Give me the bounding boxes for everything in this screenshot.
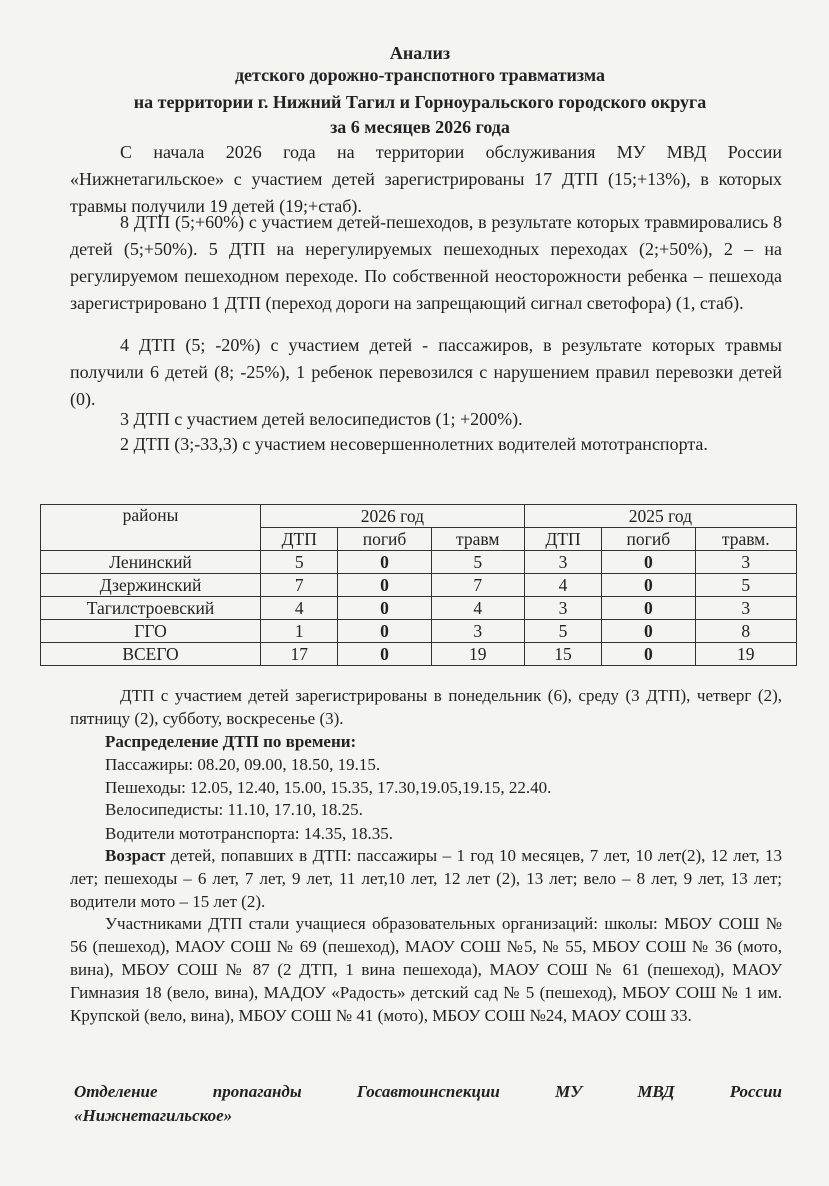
time-line-cyclists: Велосипедисты: 11.10, 17.10, 18.25. — [105, 800, 363, 819]
region-cell: ГГО — [41, 620, 261, 643]
table-cell: 0 — [338, 597, 431, 620]
subheader-cell: ДТП — [261, 528, 338, 551]
footer-line-1: Отделение пропаганды Госавтоинспекции МУ МВД России — [74, 1082, 782, 1101]
paragraph-total: С начала 2026 года на территории обслуживания МУ МВД России «Нижнетагильское» с участием детей зарегистрированы 17 ДТП (15;+13%), в которых травмы получили 19 детей (19;+стаб). — [70, 142, 782, 216]
table-cell: 1 — [261, 620, 338, 643]
table-cell: 4 — [261, 597, 338, 620]
paragraph-pedestrians: 8 ДТП (5;+60%) с участием детей-пешеходов, в результате которых травмировались 8 детей (5;+50%). 5 ДТП на нерегулируемых пешеходных переходах (2;+50%), 2 – на регулируемом пешеходном переходе. По собственной неосторожности ребенка – пешехода зарегистрировано 1 ДТП (переход дороги на запрещающий сигнал светофора) (1, стаб). — [70, 212, 782, 313]
age-label: Возраст — [105, 846, 166, 865]
table-cell: 19 — [695, 643, 797, 666]
time-line-moto: Водители мототранспорта: 14.35, 18.35. — [105, 824, 394, 843]
paragraph-passengers: 4 ДТП (5; -20%) с участием детей - пассажиров, в результате которых травмы получили 6 детей (8; -25%), 1 ребенок перевозился с нарушением правил перевозки детей (0). — [70, 335, 782, 409]
table-row — [41, 597, 797, 620]
table-row — [41, 620, 797, 643]
doc-title: Анализ — [389, 43, 451, 63]
footer-signature — [74, 1080, 782, 1128]
subheader-cell: травм. — [695, 528, 797, 551]
region-cell: Тагилстроевский — [41, 597, 261, 620]
table-cell: 4 — [431, 597, 524, 620]
time-line-pedestrians: Пешеходы: 12.05, 12.40, 15.00, 15.35, 17.30,19.05,19.15, 22.40. — [105, 778, 552, 797]
table-cell: 7 — [261, 574, 338, 597]
table-cell: 0 — [338, 574, 431, 597]
subheader-cell: погиб — [338, 528, 431, 551]
table-cell: 0 — [602, 643, 695, 666]
subheader-cell: травм — [431, 528, 524, 551]
footer-line-2: «Нижнетагильское» — [74, 1106, 233, 1125]
table-cell: 19 — [431, 643, 524, 666]
table-cell: 5 — [431, 551, 524, 574]
table-row — [41, 551, 797, 574]
table-cell: 4 — [524, 574, 601, 597]
doc-subtitle-3: за 6 месяцев 2026 года — [330, 117, 510, 137]
time-heading: Распределение ДТП по времени: — [105, 732, 357, 751]
header-2025: 2025 год — [524, 505, 796, 528]
table-cell: 3 — [524, 551, 601, 574]
table-cell: 5 — [695, 574, 797, 597]
table-cell: 0 — [602, 597, 695, 620]
table-cell: 0 — [602, 620, 695, 643]
schools-paragraph: Участниками ДТП стали учащиеся образовательных организаций: школы: МБОУ СОШ № 56 (пешеход), МАОУ СОШ № 69 (пешеход), МАОУ СОШ №5, № 55, МБОУ СОШ № 36 (мото, вина), МБОУ СОШ № 87 (2 ДТП, 1 вина пешехода), МАОУ СОШ № 61 (пешеход), МАОУ Гимназия 18 (вело, вина), МАДОУ «Радость» детский сад № 5 (пешеход), МБОУ СОШ № 1 им. Крупской (вело, вина), МБОУ СОШ № 41 (мото), МБОУ СОШ №24, МАОУ СОШ 33. — [70, 914, 782, 1025]
table-cell: 0 — [338, 643, 431, 666]
table-cell: 0 — [602, 574, 695, 597]
subheader-cell: погиб — [602, 528, 695, 551]
table-cell: 3 — [695, 551, 797, 574]
stats-table — [40, 504, 797, 666]
age-text: детей, попавших в ДТП: пассажиры – 1 год 10 месяцев, 7 лет, 10 лет(2), 12 лет, 13 лет; пешеходы – 6 лет, 7 лет, 9 лет, 11 лет,10 лет, 12 лет (2), 13 лет; вело – 8 лет, 9 лет, 13 лет; водители мото – 15 лет (2). — [70, 846, 782, 911]
time-line-passengers: Пассажиры: 08.20, 09.00, 18.50, 19.15. — [105, 755, 381, 774]
table-cell: 0 — [338, 620, 431, 643]
paragraph-moto: 2 ДТП (3;-33,3) с участием несовершеннолетних водителей мототранспорта. — [120, 434, 708, 454]
table-row — [41, 574, 797, 597]
table-cell: 3 — [695, 597, 797, 620]
table-cell: 7 — [431, 574, 524, 597]
table-header-row — [41, 505, 797, 528]
doc-subtitle-1: детского дорожно-транспотного травматизма — [234, 65, 606, 85]
region-cell: Дзержинский — [41, 574, 261, 597]
table-row-total — [41, 643, 797, 666]
table-cell: 5 — [261, 551, 338, 574]
table-cell: 3 — [431, 620, 524, 643]
region-cell: ВСЕГО — [41, 643, 261, 666]
table-cell: 8 — [695, 620, 797, 643]
header-2026: 2026 год — [261, 505, 525, 528]
weekdays-paragraph: ДТП с участием детей зарегистрированы в понедельник (6), среду (3 ДТП), четверг (2), пятницу (2), субботу, воскресенье (3). — [70, 686, 782, 728]
table-cell: 0 — [602, 551, 695, 574]
table-cell: 5 — [524, 620, 601, 643]
table-cell: 17 — [261, 643, 338, 666]
subheader-cell: ДТП — [524, 528, 601, 551]
table-cell: 0 — [338, 551, 431, 574]
table-cell: 3 — [524, 597, 601, 620]
table-cell: 15 — [524, 643, 601, 666]
region-cell: Ленинский — [41, 551, 261, 574]
doc-subtitle-2: на территории г. Нижний Тагил и Горноуральского городского округа — [133, 92, 707, 112]
header-region: районы — [41, 505, 261, 551]
paragraph-cyclists: 3 ДТП с участием детей велосипедистов (1; +200%). — [120, 409, 523, 429]
age-paragraph — [70, 844, 782, 913]
